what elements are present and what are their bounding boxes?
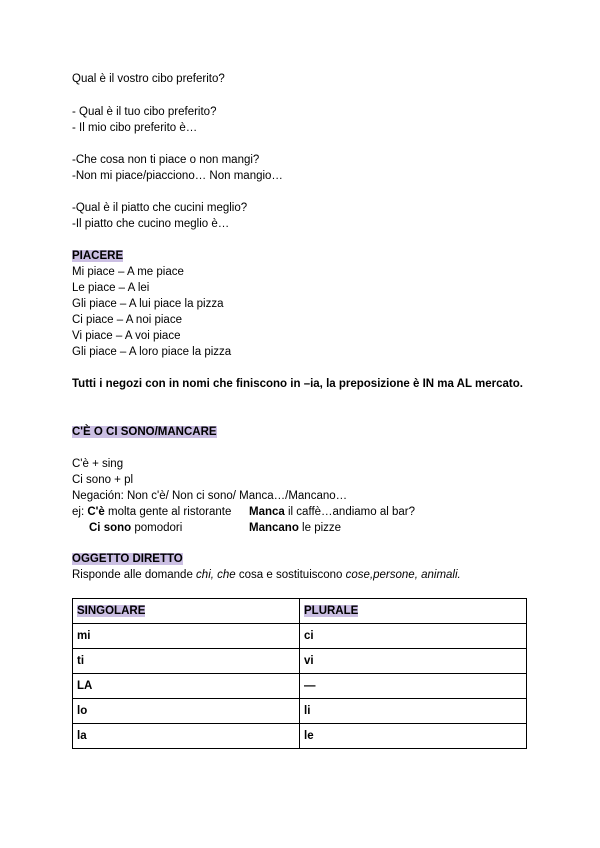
table-row — [73, 674, 527, 699]
table-header-cell — [73, 599, 300, 624]
piacere-line: Ci piace – A noi piace — [72, 314, 182, 326]
table-row — [73, 624, 527, 649]
table-row — [73, 699, 527, 724]
ce-example-2 — [89, 521, 182, 536]
desc-text: Risponde alle domande — [72, 569, 193, 581]
example-prefix: ej: — [72, 506, 85, 518]
intro-line: -Qual è il piatto che cucini meglio? — [72, 202, 248, 214]
piacere-line: Vi piace – A voi piace — [72, 330, 181, 342]
ce-example-4 — [249, 521, 341, 536]
example-text: molta gente al ristorante — [108, 506, 232, 518]
ce-line: Negación: Non c'è/ Non ci sono/ Manca…/Mancano… — [72, 490, 348, 502]
ce-heading — [72, 425, 217, 440]
example-bold: Mancano — [249, 522, 299, 534]
oggetto-heading-text: OGGETTO DIRETTO — [72, 553, 183, 565]
table-cell: mi — [73, 624, 300, 649]
intro-line: - Qual è il tuo cibo preferito? — [72, 106, 217, 118]
piacere-line: Gli piace – A loro piace la pizza — [72, 346, 232, 358]
desc-text: cosa e sostituiscono — [238, 569, 343, 581]
example-bold: Manca — [249, 506, 285, 518]
table-cell: ti — [73, 649, 300, 674]
intro-question: Qual è il vostro cibo preferito? — [72, 73, 225, 85]
intro-line: - Il mio cibo preferito è… — [72, 122, 198, 134]
desc-italic: cose,persone, animali. — [345, 569, 461, 581]
table-cell: ci — [300, 624, 527, 649]
intro-line: -Non mi piace/piacciono… Non mangio… — [72, 170, 283, 182]
desc-italic: chi, che — [196, 569, 236, 581]
table-cell: LA — [73, 674, 300, 699]
example-bold: Ci sono — [89, 522, 132, 534]
table-cell: li — [300, 699, 527, 724]
table-row — [73, 724, 527, 749]
piacere-line: Le piace – A lei — [72, 282, 150, 294]
example-bold: C'è — [87, 506, 105, 518]
table-header-cell — [300, 599, 527, 624]
ce-line: C'è + sing — [72, 458, 124, 470]
table-cell: le — [300, 724, 527, 749]
table-cell: lo — [73, 699, 300, 724]
table-cell: — — [300, 674, 527, 699]
table-cell: la — [73, 724, 300, 749]
example-text: il caffè…andiamo al bar? — [288, 506, 415, 518]
intro-line: -Il piatto che cucino meglio è… — [72, 218, 230, 230]
example-text: pomodori — [134, 522, 183, 534]
intro-line: -Che cosa non ti piace o non mangi? — [72, 154, 260, 166]
piacere-line: Mi piace – A me piace — [72, 266, 184, 278]
pronoun-table — [72, 598, 527, 749]
oggetto-description — [72, 568, 461, 583]
piacere-heading — [72, 249, 123, 264]
piacere-heading-text: PIACERE — [72, 250, 124, 262]
ce-example-1 — [72, 505, 231, 520]
ce-line: Ci sono + pl — [72, 474, 134, 486]
table-row — [73, 649, 527, 674]
piacere-line: Gli piace – A lui piace la pizza — [72, 298, 224, 310]
header-plurale: PLURALE — [304, 605, 359, 617]
example-text: le pizze — [302, 522, 342, 534]
oggetto-heading — [72, 552, 183, 567]
table-header-row — [73, 599, 527, 624]
header-singolare: SINGOLARE — [77, 605, 146, 617]
table-cell: vi — [300, 649, 527, 674]
ce-example-3 — [249, 505, 415, 520]
ce-heading-text: C'È O CI SONO/MANCARE — [72, 426, 217, 438]
negozi-note: Tutti i negozi con in nomi che finiscono in –ia, la preposizione è IN ma AL mercato. — [72, 378, 523, 390]
